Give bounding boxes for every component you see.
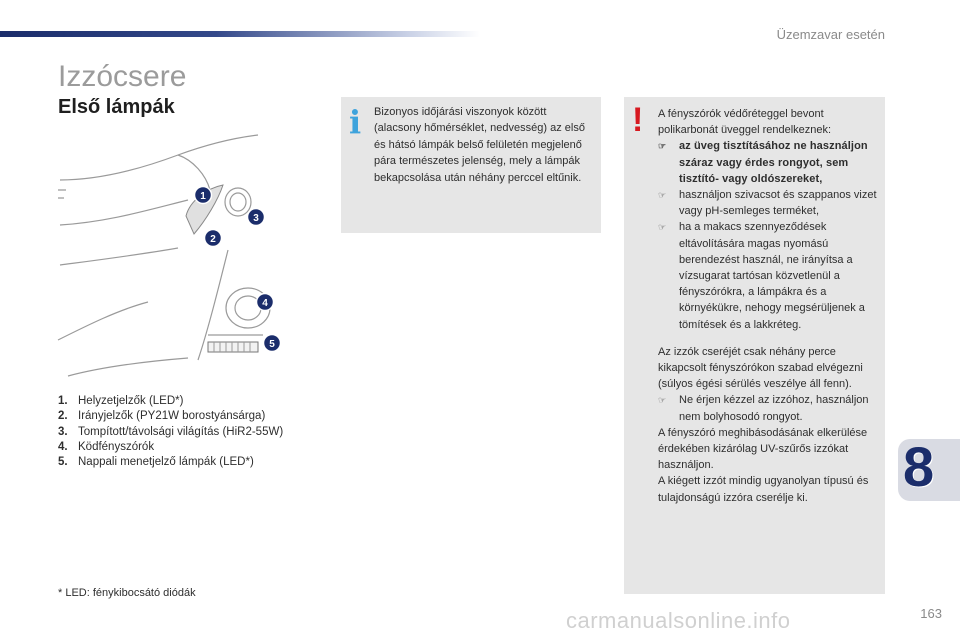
warning-bullet-text: Ne érjen kézzel az izzóhoz, használjon nem bolyhosodó rongyot. [679, 394, 869, 423]
warning-intro: A fényszórók védőréteggel bevont polikarbonát üveggel rendelkeznek: [658, 108, 832, 137]
info-box [341, 97, 601, 233]
callout-2-label: 2 [210, 234, 216, 245]
page-title: Izzócsere [58, 60, 187, 93]
info-icon: i [349, 103, 362, 141]
callout-1-label: 1 [200, 191, 206, 202]
warning-content [658, 106, 880, 506]
warning-bullet-list [658, 138, 880, 332]
parts-list-item [58, 425, 328, 440]
part-number: 1. [58, 395, 68, 407]
footnote: * LED: fénykibocsátó diódák [58, 587, 196, 599]
parts-list-item [58, 409, 328, 424]
warning-bullet [658, 138, 880, 187]
warning-bullet [658, 392, 880, 424]
bullet-icon: ☞ [658, 190, 667, 201]
headlamp-illustration [58, 130, 275, 386]
warning-bullet [658, 187, 880, 219]
parts-list [58, 394, 328, 470]
warning-box [624, 97, 885, 594]
warning-bullet-text: ha a makacs szennyeződések eltávolítására magas nyomású berendezést használ, ne irányítsa a vízsugarat tartósan közvetlenül a fényszórókra, a lámpákra és a környékükre, nehogy megsérüljenek a tömítések és a lakkréteg. [679, 221, 865, 331]
part-label: Nappali menetjelző lámpák (LED*) [78, 456, 254, 469]
page-number: 163 [920, 606, 942, 621]
chapter-number: 8 [903, 435, 935, 498]
warning-bullet [658, 219, 880, 332]
info-text: Bizonyos időjárási viszonyok között (alacsony hőmérséklet, nedvesség) az első és hátsó lámpák belső felületén megjelenő pára természetes jelenség, mely a lámpák bekapcsolása után néhány perccel eltűnik. [374, 106, 585, 184]
warning-bullet-text: az üveg tisztításához ne használjon száraz vagy érdes rongyot, sem tisztító- vagy oldószereket, [679, 140, 868, 185]
callout-5-label: 5 [269, 339, 275, 350]
part-number: 2. [58, 410, 68, 423]
warning-bullet-list [658, 392, 880, 424]
section-title: Első lámpák [58, 96, 175, 118]
bullet-icon: ☞ [658, 222, 667, 233]
warning-paragraph: A kiégett izzót mindig ugyanolyan típusú és tulajdonságú izzóra cserélje ki. [658, 475, 869, 504]
parts-list-item [58, 440, 328, 455]
callout-4-label: 4 [262, 298, 268, 309]
part-label: Irányjelzők (PY21W borostyánsárga) [78, 410, 266, 423]
part-number: 5. [58, 456, 68, 469]
warning-bullet-text: használjon szivacsot és szappanos vizet vagy pH-semleges terméket, [679, 189, 877, 218]
part-label: Ködfényszórók [78, 440, 155, 453]
part-number: 3. [58, 425, 68, 438]
header-accent-bar [0, 31, 480, 37]
part-number: 4. [58, 440, 68, 453]
watermark: carmanualsonline.info [566, 608, 791, 633]
bullet-icon: ☞ [658, 141, 667, 152]
bullet-icon: ☞ [658, 395, 667, 406]
warning-paragraph: Az izzók cseréjét csak néhány perce kikapcsolt fényszórókon szabad elvégezni (súlyos égési sérülés veszélye áll fenn). [658, 345, 863, 391]
part-label: Helyzetjelzők (LED*) [78, 395, 184, 407]
warning-paragraph: A fényszóró meghibásodásának elkerülése érdekében kizárólag UV-szűrős izzókat használjon. [658, 426, 868, 472]
part-label: Tompított/távolsági világítás (HiR2-55W) [78, 425, 284, 438]
callout-3-label: 3 [253, 213, 259, 224]
parts-list-item [58, 455, 328, 470]
chapter-title: Üzemzavar esetén [776, 27, 885, 42]
parts-list-item [58, 394, 328, 409]
exclamation-icon: ! [632, 101, 644, 139]
